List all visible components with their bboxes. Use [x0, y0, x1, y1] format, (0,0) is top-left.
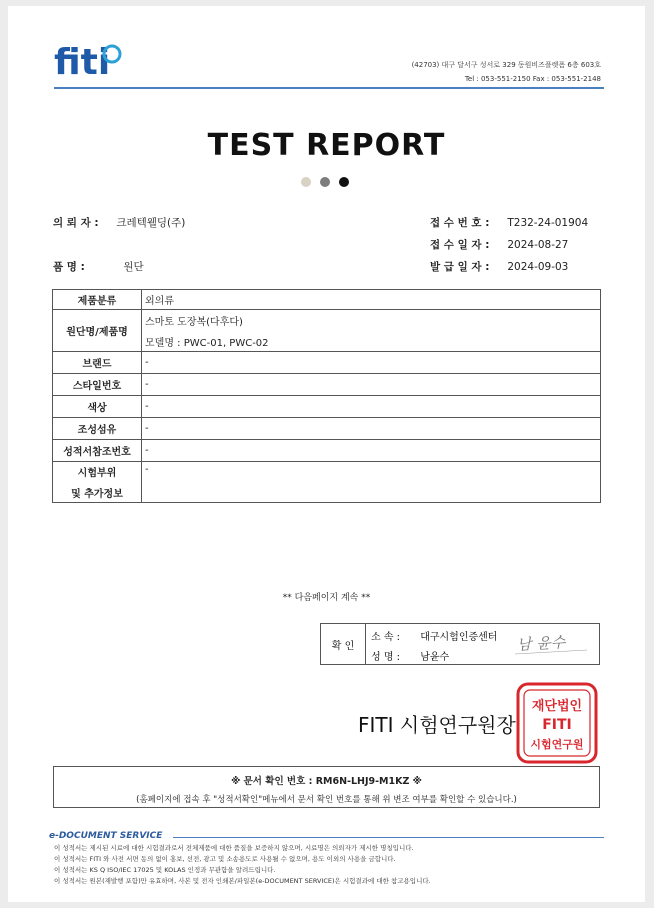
svg-text:FITI: FITI — [542, 717, 572, 733]
product-row — [53, 259, 144, 274]
product-label: 품 명 : — [53, 261, 85, 273]
row-key — [53, 462, 142, 503]
row-key: 색상 — [53, 396, 142, 418]
institute-name: FITI 시험연구원장 — [358, 713, 516, 737]
tel-fax-text: Tel : 053-551-2150 Fax : 053-551-2148 — [464, 75, 601, 83]
row-key: 스타일번호 — [53, 374, 142, 396]
receipt-no-value: T232-24-01904 — [507, 217, 589, 229]
table-row — [53, 396, 601, 418]
svg-text:남 윤수: 남 윤수 — [516, 633, 566, 654]
product-info-table — [52, 289, 601, 503]
table-row — [53, 352, 601, 374]
table-row — [53, 440, 601, 462]
row-value: - — [142, 352, 601, 374]
footer-note: 이 성적서는 제시된 시료에 대한 시험결과로서 전체제품에 대한 품질을 보증하지 않으며, 시료명은 의뢰자가 제시한 명칭입니다. — [54, 844, 414, 852]
decorative-dots — [301, 177, 349, 187]
footer-note: 이 성적서는 FITI 와 사전 서면 동의 없이 홍보, 선전, 광고 및 소송용도로 사용될 수 없으며, 용도 이외의 사용을 금합니다. — [54, 855, 396, 863]
name-label: 성 명 : — [371, 652, 401, 663]
row-value — [142, 310, 601, 352]
header-divider — [54, 87, 604, 89]
name-value: 남윤수 — [420, 652, 450, 663]
table-row — [53, 462, 601, 503]
client-label: 의 뢰 자 : — [53, 217, 99, 229]
continued-note: ** 다음페이지 계속 ** — [282, 593, 371, 603]
row-value-line2: 모델명 : PWC-01, PWC-02 — [145, 337, 269, 349]
footer-note: 이 성적서는 원본(재발행 포함)만 유효하며, 사본 및 전자 인쇄본/파일본(e-DOCUMENT SERVICE)은 시험결과에 대한 참고용입니다. — [54, 877, 431, 885]
footer-title: e-DOCUMENT SERVICE — [49, 831, 163, 841]
receipt-no-row — [430, 215, 588, 230]
row-value: - — [142, 396, 601, 418]
table-row — [53, 418, 601, 440]
product-value: 원단 — [123, 261, 144, 273]
receipt-no-label: 접 수 번 호 : — [430, 217, 490, 229]
docno-line1: ※ 문서 확인 번호 : RM6N-LHJ9-M1KZ ※ — [231, 776, 422, 787]
dot-black — [339, 177, 349, 187]
address-text: (42703) 대구 달서구 성서로 329 동원비즈플렛폼 6층 603호 — [411, 61, 601, 69]
issue-date-value: 2024-09-03 — [507, 261, 569, 273]
footer-note: 이 성적서는 KS Q ISO/IEC 17025 및 KOLAS 인정과 무관함을 알려드립니다. — [54, 866, 276, 874]
report-page — [8, 6, 645, 902]
client-value: 크레텍웰딩(주) — [116, 217, 186, 229]
row-key-line2: 및 추가정보 — [71, 489, 123, 500]
table-row — [53, 374, 601, 396]
signature-image — [511, 628, 591, 658]
table-row — [53, 290, 601, 310]
row-value-line1: 스마토 도장복(다후다) — [145, 316, 243, 328]
dot-light — [301, 177, 311, 187]
row-key: 브랜드 — [53, 352, 142, 374]
confirmation-box — [320, 623, 600, 665]
dept-label: 소 속 : — [371, 632, 401, 643]
svg-text:fiti: fiti — [54, 42, 111, 82]
receipt-date-label: 접 수 일 자 : — [430, 239, 490, 251]
dept-value: 대구시험인증센터 — [420, 632, 498, 643]
report-title: TEST REPORT — [207, 128, 446, 163]
document-verification-box — [53, 766, 600, 808]
issue-date-row — [430, 259, 568, 274]
confirm-label: 확 인 — [321, 624, 366, 664]
issue-date-label: 발 급 일 자 : — [430, 261, 490, 273]
row-value: - — [142, 374, 601, 396]
footer-notes — [54, 843, 431, 887]
row-key-line1: 시험부위 — [77, 468, 117, 479]
row-key: 제품분류 — [53, 290, 142, 310]
receipt-date-row — [430, 237, 568, 252]
row-key: 성적서참조번호 — [53, 440, 142, 462]
header-address — [412, 58, 601, 86]
row-key: 원단명/제품명 — [53, 310, 142, 352]
svg-text:시험연구원: 시험연구원 — [530, 738, 584, 751]
docno-line2: (홈페이지에 접속 후 "성적서확인"메뉴에서 문서 확인 번호를 통해 위 변조 여부를 확인할 수 있습니다.) — [136, 795, 517, 805]
svg-text:재단법인: 재단법인 — [531, 699, 583, 714]
row-value: - — [142, 440, 601, 462]
row-value: 외의류 — [142, 290, 601, 310]
dept-row — [371, 628, 497, 643]
footer-divider — [173, 837, 604, 838]
dot-gray — [320, 177, 330, 187]
row-key: 조성섬유 — [53, 418, 142, 440]
table-row — [53, 310, 601, 352]
row-value: - — [142, 418, 601, 440]
receipt-date-value: 2024-08-27 — [507, 239, 569, 251]
fiti-logo — [54, 42, 154, 86]
client-row — [53, 215, 185, 230]
official-seal — [516, 682, 598, 764]
name-row — [371, 648, 449, 663]
row-value: - — [142, 462, 601, 503]
